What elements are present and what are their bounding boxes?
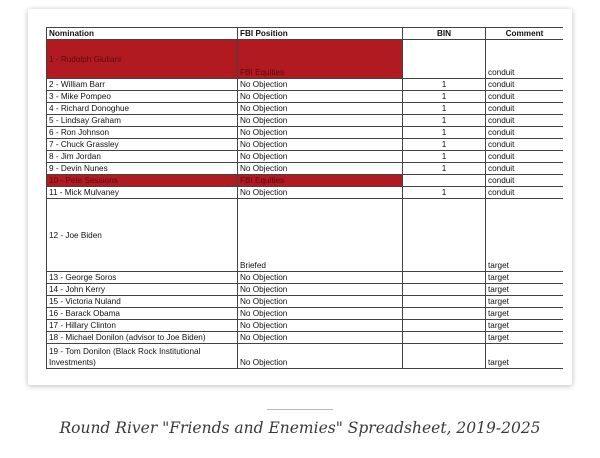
table-row [47,199,564,272]
comment-cell: target [486,199,564,272]
fbi-position-cell: No Objection [238,139,403,151]
table-row [47,40,564,79]
table-row [47,296,564,308]
comment-cell: conduit [486,103,564,115]
comment-cell: target [486,284,564,296]
fbi-position-cell: No Objection [238,344,403,369]
table-row [47,332,564,344]
table-row [47,163,564,175]
nomination-cell: 13 - George Soros [47,272,238,284]
comment-cell: conduit [486,40,564,79]
comment-cell: target [486,272,564,284]
comment-cell: conduit [486,79,564,91]
fbi-position-cell: No Objection [238,332,403,344]
fbi-position-cell: No Objection [238,115,403,127]
table-row [47,175,564,187]
bin-cell: 1 [403,151,486,163]
bin-cell: 1 [403,79,486,91]
table-row [47,115,564,127]
nomination-cell: 2 - William Barr [47,79,238,91]
comment-cell: conduit [486,127,564,139]
bin-cell [403,272,486,284]
table-row [47,284,564,296]
table-row [47,151,564,163]
bin-cell: 1 [403,115,486,127]
fbi-position-cell: No Objection [238,320,403,332]
fbi-position-cell: No Objection [238,163,403,175]
comment-cell: target [486,296,564,308]
table-row [47,344,564,369]
nomination-cell: 18 - Michael Donilon (advisor to Joe Biden) [47,332,238,344]
bin-cell [403,344,486,369]
spreadsheet-image [46,27,563,384]
nomination-cell: 17 - Hillary Clinton [47,320,238,332]
bin-cell: 1 [403,163,486,175]
table-row [47,127,564,139]
nomination-cell: 10 - Pete Sessions [47,175,238,187]
nomination-cell: 9 - Devin Nunes [47,163,238,175]
document-card [28,9,572,385]
table-header-row [47,28,564,40]
bin-cell [403,320,486,332]
comment-cell: conduit [486,139,564,151]
fbi-position-cell: No Objection [238,151,403,163]
comment-cell: conduit [486,91,564,103]
nomination-cell: 12 - Joe Biden [47,199,238,272]
nomination-cell: 5 - Lindsay Graham [47,115,238,127]
table-row [47,79,564,91]
fbi-position-cell: No Objection [238,284,403,296]
nomination-cell: 4 - Richard Donoghue [47,103,238,115]
bin-cell: 1 [403,127,486,139]
fbi-position-cell: Briefed [238,199,403,272]
fbi-position-cell: No Objection [238,91,403,103]
image-caption: Round River "Friends and Enemies" Spreadsheet, 2019-2025 [59,419,541,437]
comment-cell: conduit [486,115,564,127]
comment-cell: conduit [486,175,564,187]
nominations-table [46,27,563,369]
fbi-position-cell: No Objection [238,127,403,139]
bin-cell: 1 [403,187,486,199]
bin-cell [403,175,486,187]
nomination-cell: 8 - Jim Jordan [47,151,238,163]
nomination-cell: 11 - Mick Mulvaney [47,187,238,199]
comment-cell: conduit [486,151,564,163]
table-row [47,139,564,151]
fbi-position-cell: No Objection [238,79,403,91]
bin-cell [403,308,486,320]
fbi-position-cell: No Objection [238,103,403,115]
bin-cell [403,40,486,79]
table-row [47,91,564,103]
nomination-cell: 3 - Mike Pompeo [47,91,238,103]
bin-cell [403,332,486,344]
fbi-position-cell: FBI Equities [238,40,403,79]
comment-cell: target [486,332,564,344]
nomination-cell: 7 - Chuck Grassley [47,139,238,151]
table-row [47,272,564,284]
nomination-cell: 15 - Victoria Nuland [47,296,238,308]
nomination-cell: 16 - Barack Obama [47,308,238,320]
nomination-cell: 14 - John Kerry [47,284,238,296]
fbi-position-cell: No Objection [238,187,403,199]
caption-divider [267,409,333,410]
table-body [47,40,564,369]
header-comment: Comment [486,28,564,40]
bin-cell [403,284,486,296]
comment-cell: conduit [486,187,564,199]
bin-cell [403,199,486,272]
comment-cell: conduit [486,163,564,175]
bin-cell: 1 [403,139,486,151]
table-row [47,320,564,332]
comment-cell: target [486,344,564,369]
header-bin: BIN [403,28,486,40]
bin-cell [403,296,486,308]
table-row [47,308,564,320]
comment-cell: target [486,320,564,332]
nomination-cell: 1 - Rudolph Giuliani [47,40,238,79]
fbi-position-cell: FBI Equities [238,175,403,187]
bin-cell: 1 [403,103,486,115]
fbi-position-cell: No Objection [238,296,403,308]
table-row [47,187,564,199]
header-fbi-position: FBI Position [238,28,403,40]
comment-cell: target [486,308,564,320]
header-nomination: Nomination [47,28,238,40]
nomination-cell: 6 - Ron Johnson [47,127,238,139]
table-row [47,103,564,115]
nomination-cell: 19 - Tom Donilon (Black Rock Institutional Investments) [47,344,238,369]
fbi-position-cell: No Objection [238,272,403,284]
bin-cell: 1 [403,91,486,103]
fbi-position-cell: No Objection [238,308,403,320]
